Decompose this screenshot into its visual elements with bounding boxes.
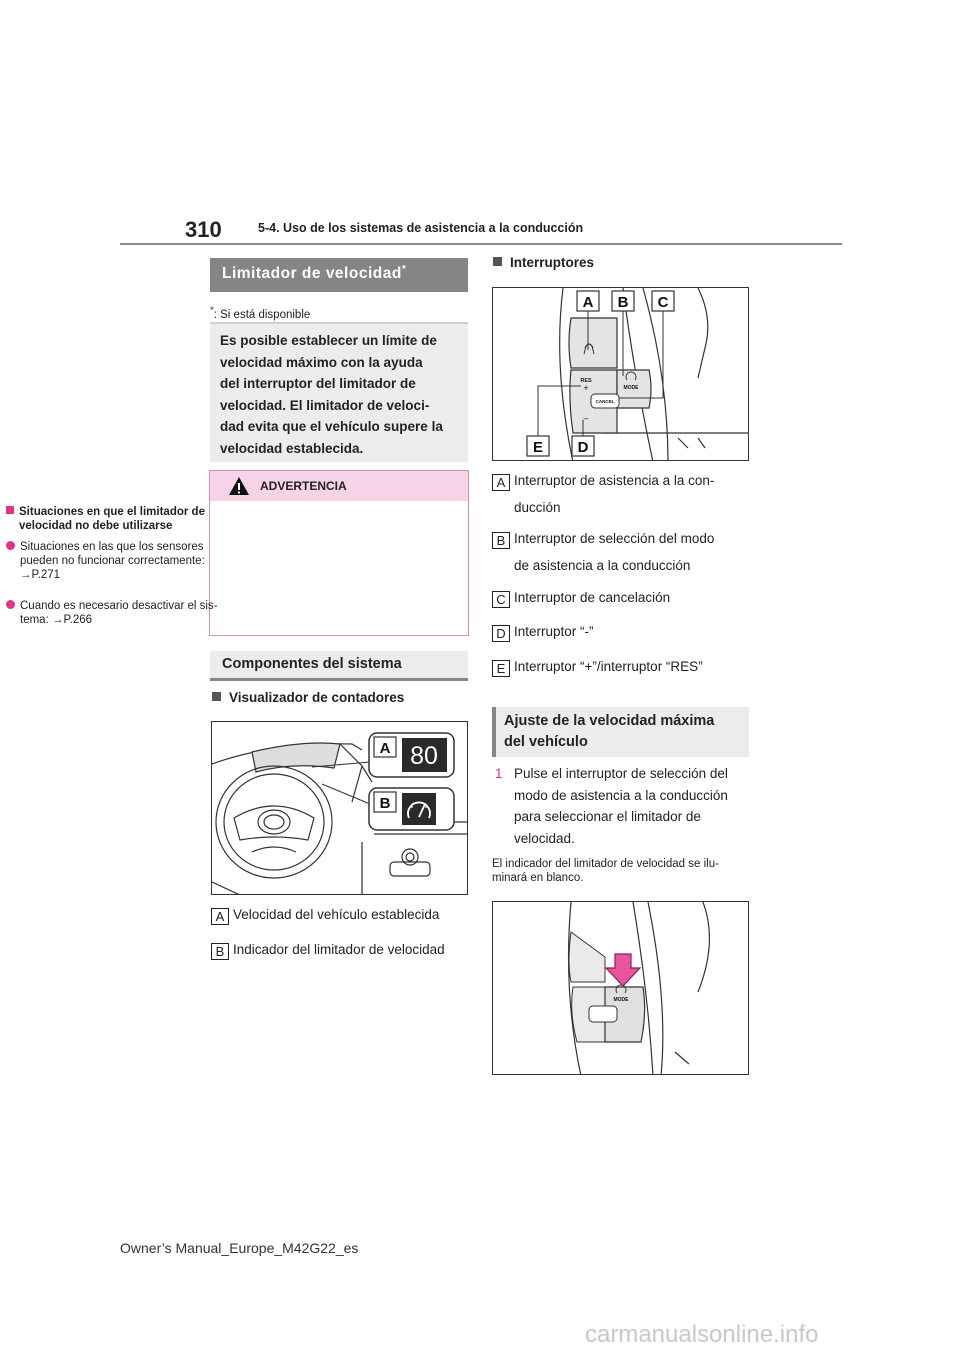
dashboard-drawing (212, 722, 468, 895)
limiter-heading (210, 258, 468, 292)
svg-text:D: D (577, 439, 589, 456)
intro-line: Es posible establecer un límite de (220, 333, 437, 348)
legend-letter: D (492, 625, 510, 642)
svg-text:A: A (582, 294, 594, 311)
switch-legend-d: D Interruptor “-” (492, 624, 594, 642)
svg-text:–: – (583, 413, 589, 423)
components-heading: Componentes del sistema (210, 651, 468, 681)
press-arrow-icon (606, 954, 640, 986)
warning-box (209, 470, 469, 636)
square-bullet-icon (493, 257, 502, 266)
switch-legend-b-cont: de asistencia a la conducción (514, 558, 691, 573)
intro-box (210, 322, 468, 462)
meter-legend-a: A Velocidad del vehículo establecida (211, 907, 439, 925)
section-title: 5-4. Uso de los sistemas de asistencia a la conducción (258, 221, 584, 235)
square-bullet-icon (212, 692, 221, 701)
svg-text:B: B (617, 294, 629, 311)
switches-subheading: Interruptores (493, 255, 594, 270)
switch-legend-a: A Interruptor de asistencia a la con- (492, 473, 714, 491)
svg-text:RES: RES (580, 378, 592, 384)
legend-letter: A (211, 908, 229, 925)
warning-header (210, 471, 468, 501)
warning-item: Cuando es necesario desactivar el sis-tema: →P.266 (6, 599, 240, 627)
mode-switch-illustration (492, 901, 749, 1075)
dashboard-illustration (211, 721, 468, 895)
set-speed-display: 80 (410, 742, 438, 770)
intro-line: velocidad. El limitador de veloci- (220, 397, 430, 413)
switch-legend-e: E Interruptor “+”/interruptor “RES” (492, 659, 703, 677)
step-text: Pulse el interruptor de selección del modo de asistencia a la conducción para seleccionar el limitador de velocidad. (514, 766, 728, 846)
round-bullet-icon (6, 541, 15, 550)
mode-switch-drawing (493, 902, 749, 1075)
warning-item: Situaciones en que el limitador de velocidad no debe utilizarse (6, 505, 239, 533)
warning-triangle-icon (228, 476, 250, 496)
switch-legend-c: C Interruptor de cancelación (492, 590, 670, 608)
legend-letter: B (211, 943, 229, 960)
intro-line: del interruptor del limitador de (220, 376, 416, 392)
steering-switch-drawing (493, 288, 749, 461)
intro-line: velocidad establecida. (220, 440, 364, 456)
footnote-asterisk: * (210, 305, 214, 316)
manual-footer: Owner’s Manual_Europe_M42G22_es (120, 1240, 359, 1256)
switch-legend-b: B Interruptor de selección del modo (492, 531, 714, 549)
watermark: carmanualsonline.info (585, 1321, 819, 1348)
availability-footnote (210, 305, 310, 321)
meter-legend-b: B Indicador del limitador de velocidad (211, 942, 445, 960)
header-divider (120, 243, 842, 245)
limiter-heading-asterisk: * (401, 264, 407, 275)
intro-line: velocidad máximo con la ayuda (220, 354, 423, 370)
legend-letter: A (492, 474, 510, 491)
warning-title: ADVERTENCIA (260, 479, 347, 493)
max-speed-heading: Ajuste de la velocidad máxima del vehículo (492, 707, 749, 757)
intro-line: dad evita que el vehículo supere la (220, 419, 443, 435)
legend-letter: C (492, 591, 510, 608)
step-note: El indicador del limitador de velocidad se ilu-minará en blanco. (492, 858, 719, 884)
switch-legend-a-cont: ducción (514, 500, 561, 515)
legend-letter: B (492, 532, 510, 549)
round-bullet-icon (6, 600, 15, 609)
meter-subheading: Visualizador de contadores (212, 690, 404, 705)
svg-text:B: B (379, 795, 391, 812)
svg-text:C: C (657, 294, 669, 311)
step-number: 1 (495, 766, 503, 781)
footnote-text: : Si está disponible (213, 308, 311, 321)
warning-item: Situaciones en las que los sensores pueden no funcionar correctamente: →P.271 (6, 540, 240, 582)
limiter-heading-text: Limitador de velocidad (222, 265, 402, 283)
svg-text:E: E (532, 439, 544, 456)
svg-text:A: A (379, 740, 391, 757)
steering-switch-illustration (492, 287, 749, 461)
svg-text:MODE: MODE (623, 385, 639, 391)
svg-text:CANCEL: CANCEL (595, 399, 615, 404)
page-number: 310 (185, 217, 222, 242)
square-bullet-icon (6, 506, 14, 514)
legend-letter: E (492, 660, 510, 677)
svg-text:+: + (583, 383, 589, 393)
svg-text:MODE: MODE (613, 997, 629, 1003)
